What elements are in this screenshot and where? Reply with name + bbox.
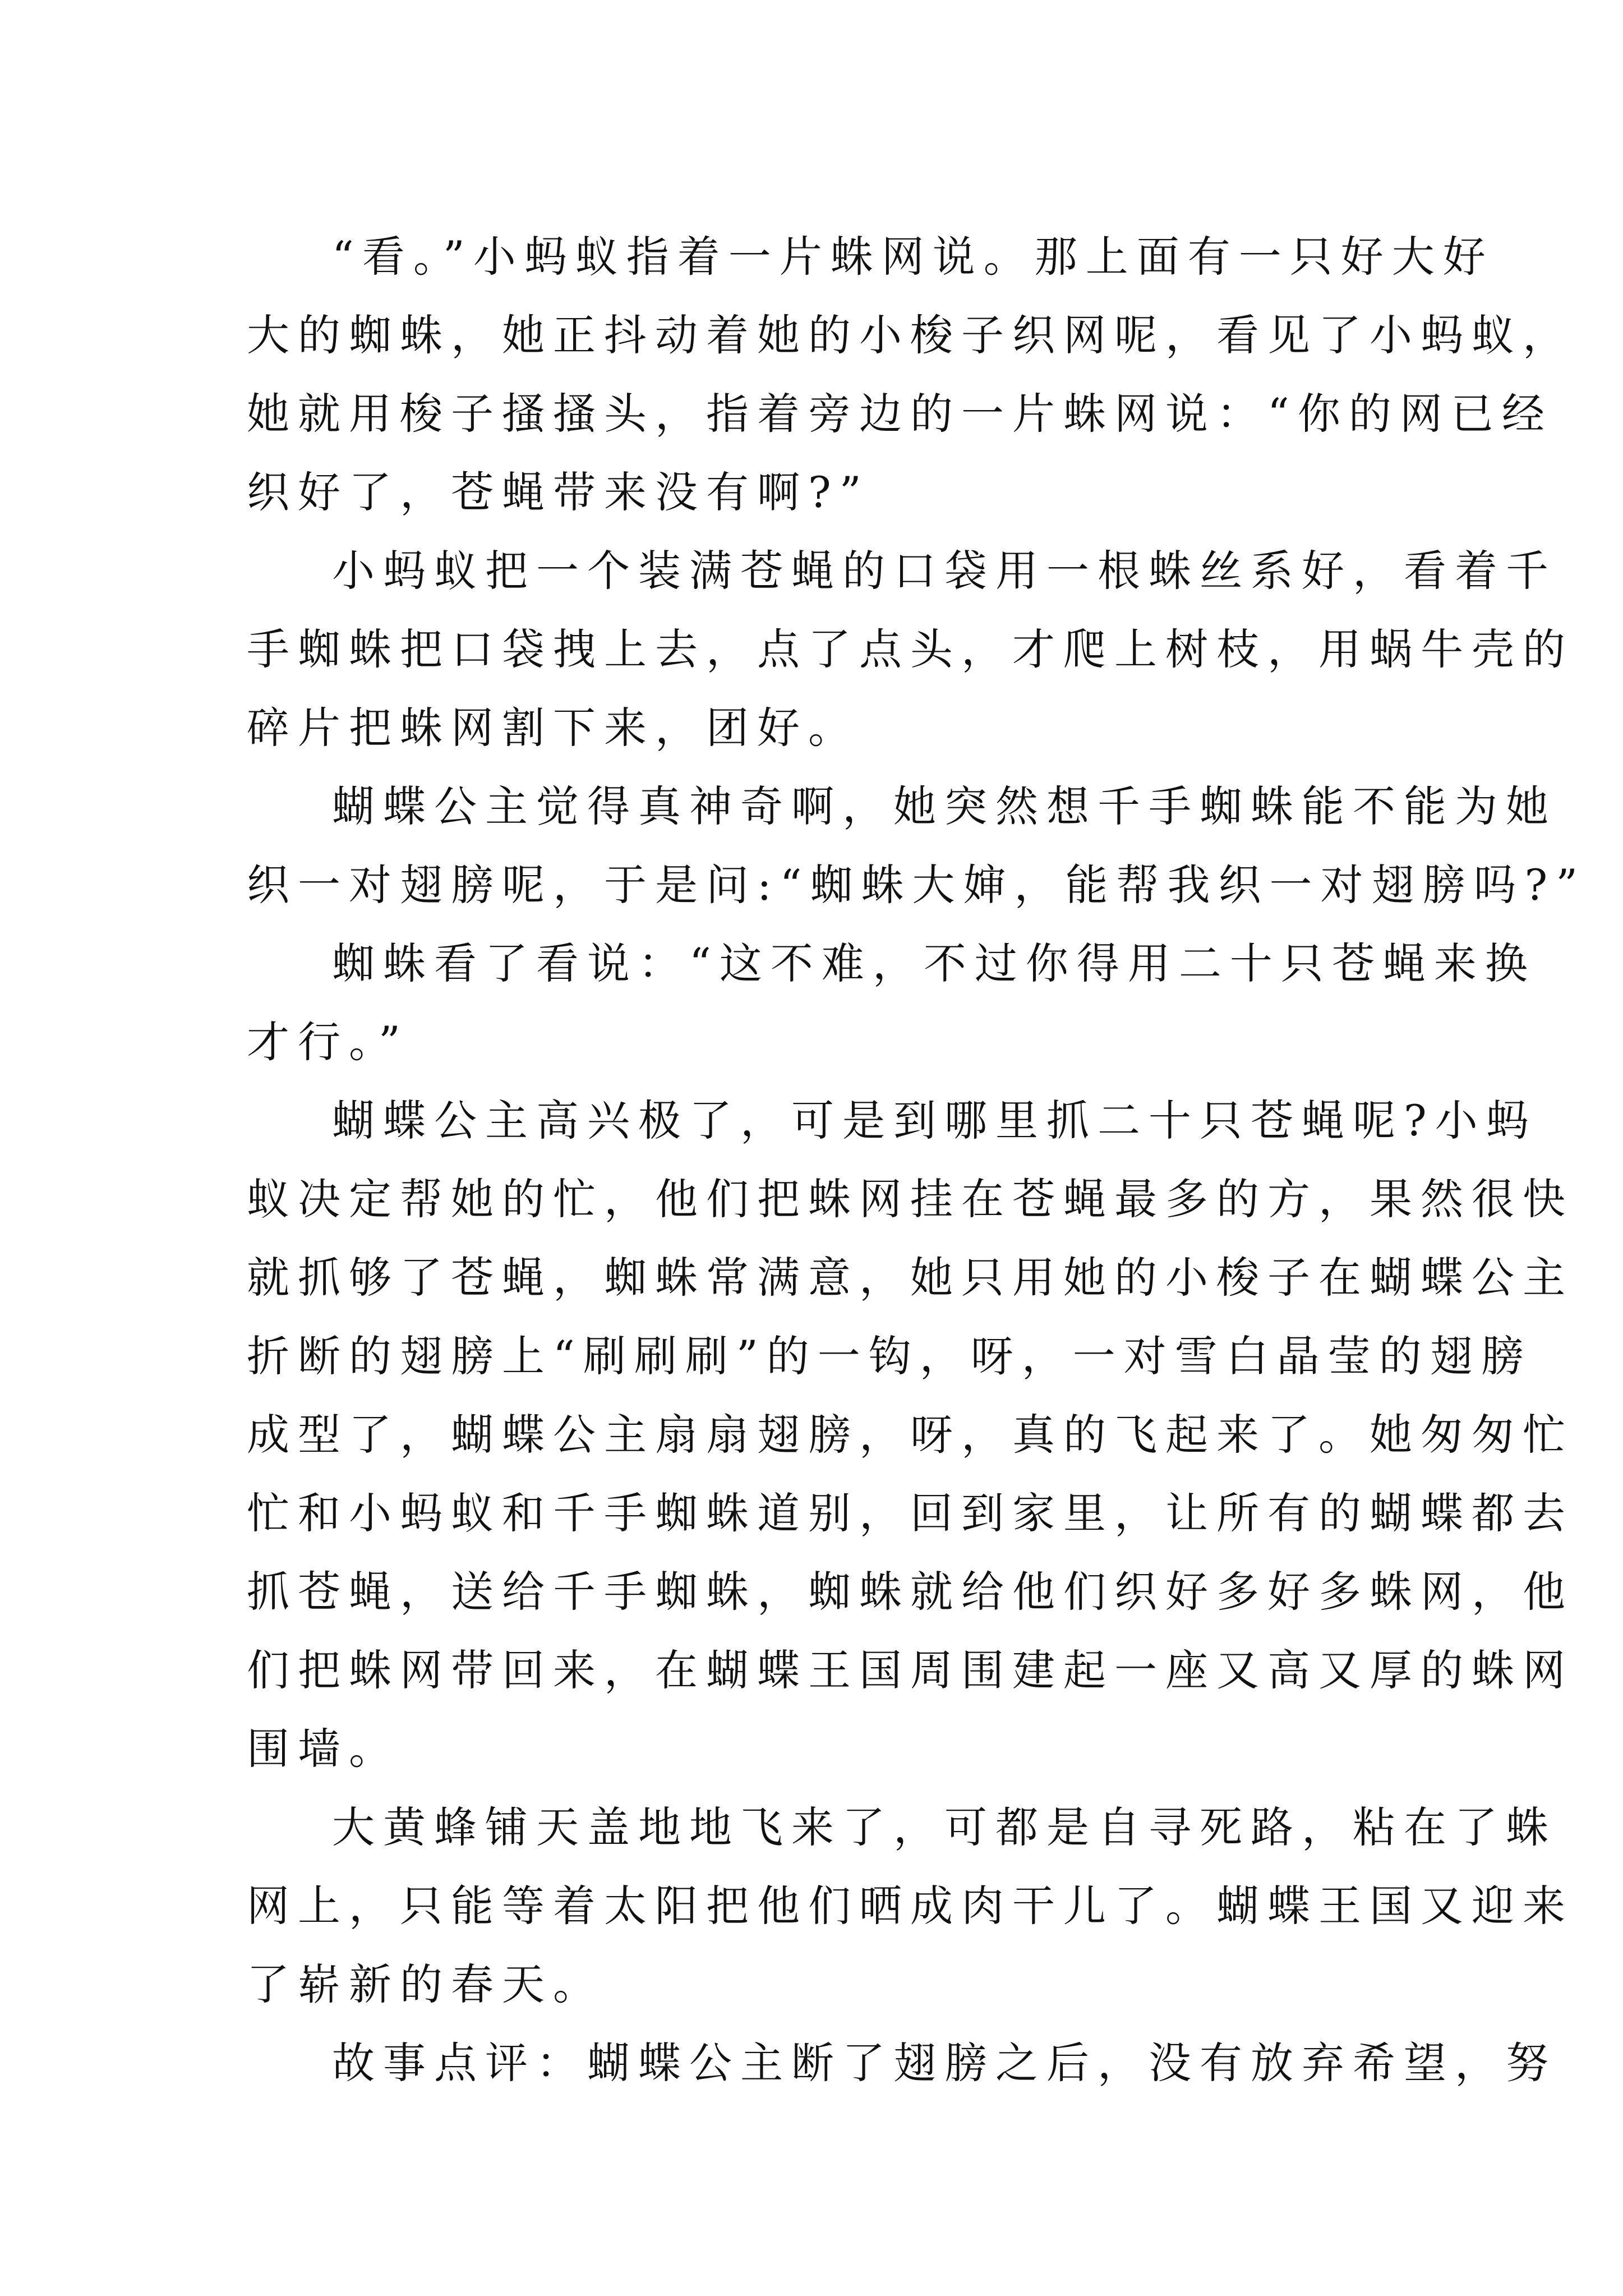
text-line: 小蚂蚁把一个装满苍蝇的口袋用一根蛛丝系好，看着千	[332, 546, 1557, 596]
text-line: 就抓够了苍蝇，蜘蛛常满意，她只用她的小梭子在蝴蝶公主	[247, 1253, 1574, 1303]
text-line: 大的蜘蛛，她正抖动着她的小梭子织网呢，看见了小蚂蚁，	[247, 310, 1574, 360]
text-line: 碎片把蛛网割下来，团好。	[247, 703, 859, 753]
text-line: 大黄蜂铺天盖地地飞来了，可都是自寻死路，粘在了蛛	[332, 1802, 1557, 1852]
text-line: 抓苍蝇，送给千手蜘蛛，蜘蛛就给他们织好多好多蛛网，他	[247, 1567, 1574, 1617]
text-line: 蜘蛛看了看说：“这不难，不过你得用二十只苍蝇来换	[332, 938, 1536, 988]
text-line: 折断的翅膀上“刷刷刷”的一钩，呀，一对雪白晶莹的翅膀	[247, 1331, 1532, 1381]
text-line: 织一对翅膀呢，于是问:“蜘蛛大婶，能帮我织一对翅膀吗?”	[247, 860, 1587, 910]
text-line: 蝴蝶公主高兴极了，可是到哪里抓二十只苍蝇呢?小蚂	[332, 1096, 1537, 1145]
text-line: 忙和小蚂蚁和千手蜘蛛道别，回到家里，让所有的蝴蝶都去	[247, 1488, 1574, 1538]
text-line: 们把蛛网带回来，在蝴蝶王国周围建起一座又高又厚的蛛网	[247, 1645, 1574, 1695]
story-text-block	[247, 218, 1587, 2102]
text-line: 成型了，蝴蝶公主扇扇翅膀，呀，真的飞起来了。她匆匆忙	[247, 1410, 1574, 1460]
text-line: 手蜘蛛把口袋拽上去，点了点头，才爬上树枝，用蜗牛壳的	[247, 624, 1574, 674]
text-line: 故事点评：蝴蝶公主断了翅膀之后，没有放弃希望，努	[332, 2038, 1557, 2088]
text-line: 蚁决定帮她的忙，他们把蛛网挂在苍蝇最多的方，果然很快	[247, 1174, 1574, 1224]
text-line: 网上，只能等着太阳把他们晒成肉干儿了。蝴蝶王国又迎来	[247, 1881, 1574, 1931]
text-line: 织好了，苍蝇带来没有啊?”	[247, 467, 870, 517]
text-line: 才行。”	[247, 1017, 409, 1067]
text-line: 她就用梭子搔搔头，指着旁边的一片蛛网说：“你的网已经	[247, 389, 1553, 439]
text-line: 了崭新的春天。	[247, 1959, 604, 2009]
text-line: 蝴蝶公主觉得真神奇啊，她突然想千手蜘蛛能不能为她	[332, 781, 1557, 831]
text-line: 围墙。	[247, 1724, 400, 1774]
text-line: “看。”小蚂蚁指着一片蛛网说。那上面有一只好大好	[332, 232, 1494, 282]
